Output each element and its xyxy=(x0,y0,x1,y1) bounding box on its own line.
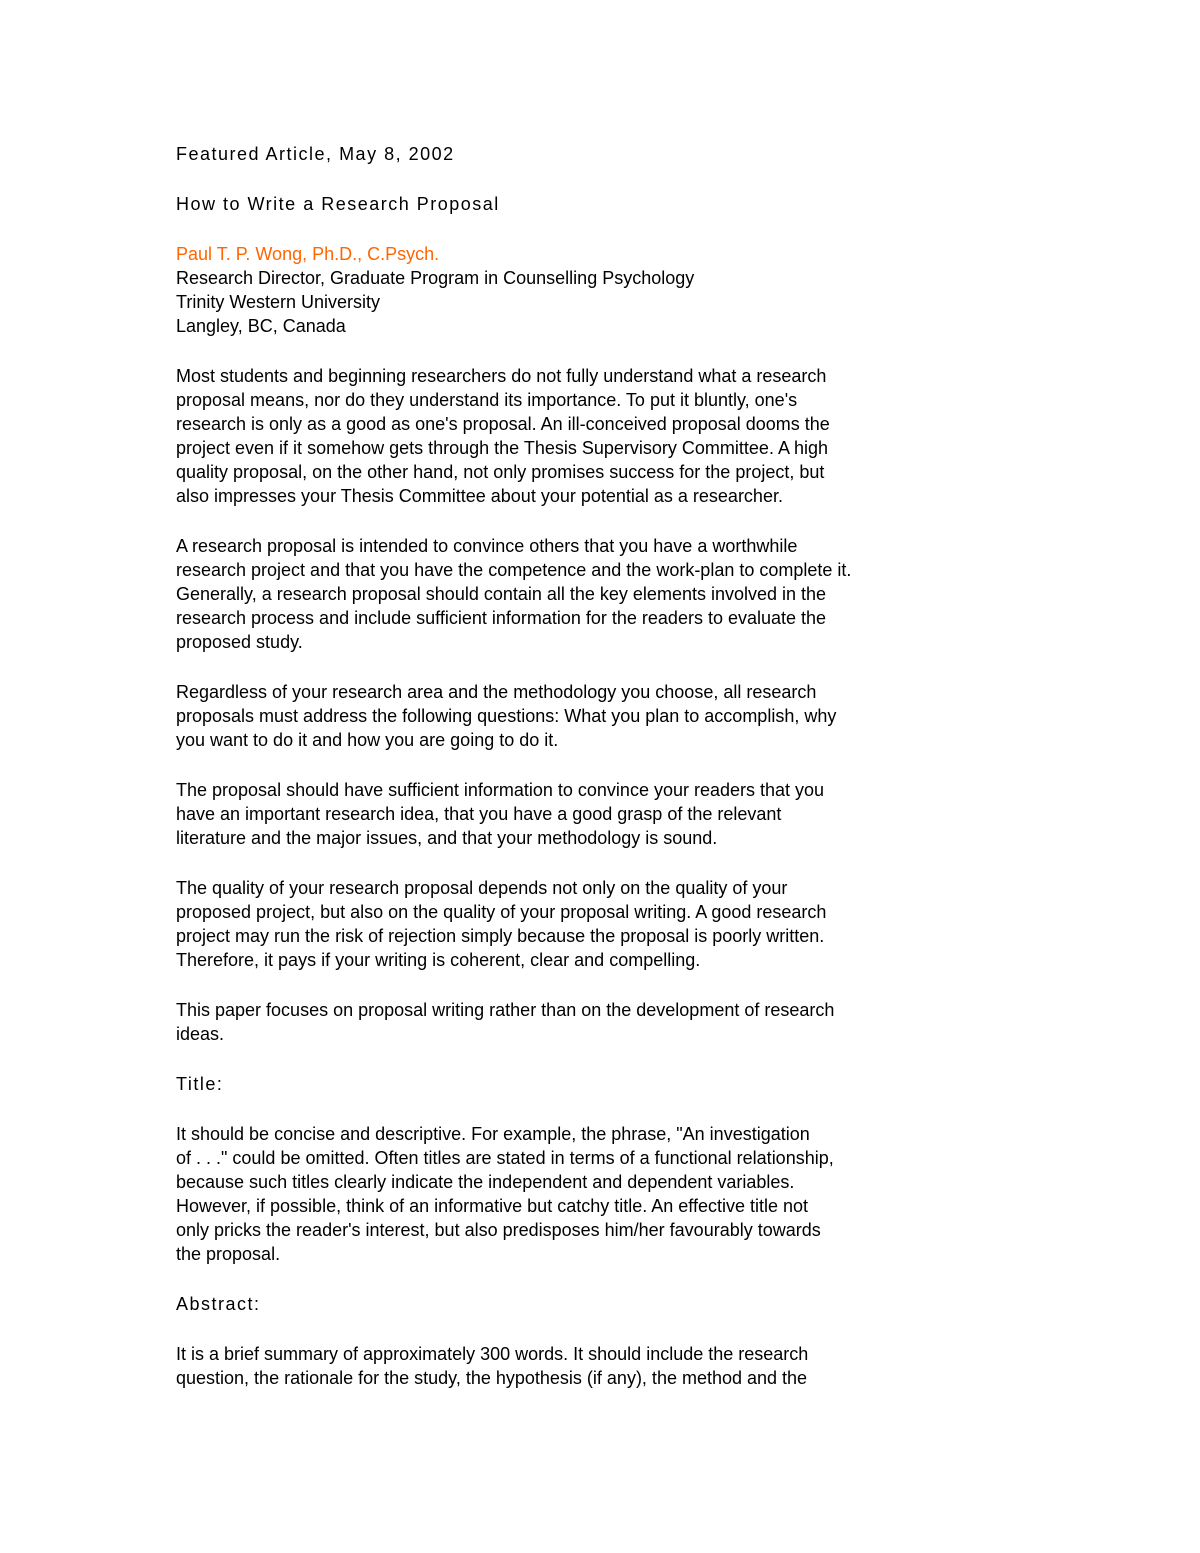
paragraph-line: because such titles clearly indicate the independent and dependent variables. xyxy=(176,1172,795,1192)
section-heading-abstract: Abstract: xyxy=(176,1294,261,1314)
spacer xyxy=(176,850,1056,876)
paragraph-line: proposed study. xyxy=(176,632,303,652)
spacer xyxy=(176,1096,1056,1122)
paragraph-purpose xyxy=(176,534,1056,654)
author-block xyxy=(176,242,1056,338)
paragraph-line: proposed project, but also on the quality of your proposal writing. A good research xyxy=(176,902,827,922)
spacer xyxy=(176,972,1056,998)
paragraph-line: literature and the major issues, and that your methodology is sound. xyxy=(176,828,718,848)
paragraph-line: project even if it somehow gets through the Thesis Supervisory Committee. A high xyxy=(176,438,828,458)
paragraph-line: research is only as a good as one's proposal. An ill-conceived proposal dooms the xyxy=(176,414,830,434)
spacer xyxy=(176,216,1056,242)
paragraph-questions xyxy=(176,680,1056,752)
paragraph-line: Therefore, it pays if your writing is coherent, clear and compelling. xyxy=(176,950,701,970)
document-page xyxy=(176,142,1056,1390)
paragraph-line: the proposal. xyxy=(176,1244,281,1264)
author-name-link[interactable]: Paul T. P. Wong, Ph.D., C.Psych. xyxy=(176,244,440,264)
spacer xyxy=(176,654,1056,680)
spacer xyxy=(176,166,1056,192)
paragraph-line: It should be concise and descriptive. For example, the phrase, "An investigation xyxy=(176,1124,810,1144)
section-heading-title: Title: xyxy=(176,1074,224,1094)
section-abstract-heading-block xyxy=(176,1292,1056,1316)
paragraph-line: Regardless of your research area and the methodology you choose, all research xyxy=(176,682,817,702)
paragraph-line: ideas. xyxy=(176,1024,225,1044)
paragraph-line: quality proposal, on the other hand, not only promises success for the project, but xyxy=(176,462,825,482)
paragraph-line: However, if possible, think of an informative but catchy title. An effective title not xyxy=(176,1196,808,1216)
paragraph-line: A research proposal is intended to convince others that you have a worthwhile xyxy=(176,536,798,556)
paragraph-line: The proposal should have sufficient information to convince your readers that you xyxy=(176,780,825,800)
paragraph-line: The quality of your research proposal depends not only on the quality of your xyxy=(176,878,788,898)
paragraph-line: you want to do it and how you are going to do it. xyxy=(176,730,559,750)
paragraph-line: Most students and beginning researchers do not fully understand what a research xyxy=(176,366,827,386)
article-title-block xyxy=(176,192,1056,216)
paragraph-line: project may run the risk of rejection simply because the proposal is poorly written. xyxy=(176,926,825,946)
spacer xyxy=(176,1316,1056,1342)
paragraph-line: research project and that you have the competence and the work-plan to complete it. xyxy=(176,560,852,580)
paragraph-line: proposal means, nor do they understand its importance. To put it bluntly, one's xyxy=(176,390,798,410)
paragraph-sufficient-info xyxy=(176,778,1056,850)
spacer xyxy=(176,508,1056,534)
paragraph-quality xyxy=(176,876,1056,972)
featured-line xyxy=(176,142,1056,166)
paragraph-line: of . . ." could be omitted. Often titles are stated in terms of a functional relationship, xyxy=(176,1148,834,1168)
paragraph-line: question, the rationale for the study, the hypothesis (if any), the method and the xyxy=(176,1368,808,1388)
paragraph-line: research process and include sufficient information for the readers to evaluate the xyxy=(176,608,827,628)
paragraph-line: Generally, a research proposal should contain all the key elements involved in the xyxy=(176,584,827,604)
paragraph-line: It is a brief summary of approximately 300 words. It should include the research xyxy=(176,1344,809,1364)
author-location: Langley, BC, Canada xyxy=(176,316,346,336)
section-title-body xyxy=(176,1122,1056,1266)
section-title-heading-block xyxy=(176,1072,1056,1096)
spacer xyxy=(176,1046,1056,1072)
paragraph-line: have an important research idea, that you have a good grasp of the relevant xyxy=(176,804,782,824)
author-role: Research Director, Graduate Program in Counselling Psychology xyxy=(176,268,695,288)
paragraph-line: This paper focuses on proposal writing rather than on the development of research xyxy=(176,1000,835,1020)
spacer xyxy=(176,752,1056,778)
paragraph-line: only pricks the reader's interest, but also predisposes him/her favourably towards xyxy=(176,1220,821,1240)
paragraph-line: proposals must address the following questions: What you plan to accomplish, why xyxy=(176,706,837,726)
spacer xyxy=(176,1266,1056,1292)
article-title: How to Write a Research Proposal xyxy=(176,194,500,214)
featured-date: Featured Article, May 8, 2002 xyxy=(176,144,455,164)
author-institution: Trinity Western University xyxy=(176,292,381,312)
spacer xyxy=(176,338,1056,364)
paragraph-focus xyxy=(176,998,1056,1046)
paragraph-intro xyxy=(176,364,1056,508)
paragraph-line: also impresses your Thesis Committee about your potential as a researcher. xyxy=(176,486,783,506)
section-abstract-body xyxy=(176,1342,1056,1390)
